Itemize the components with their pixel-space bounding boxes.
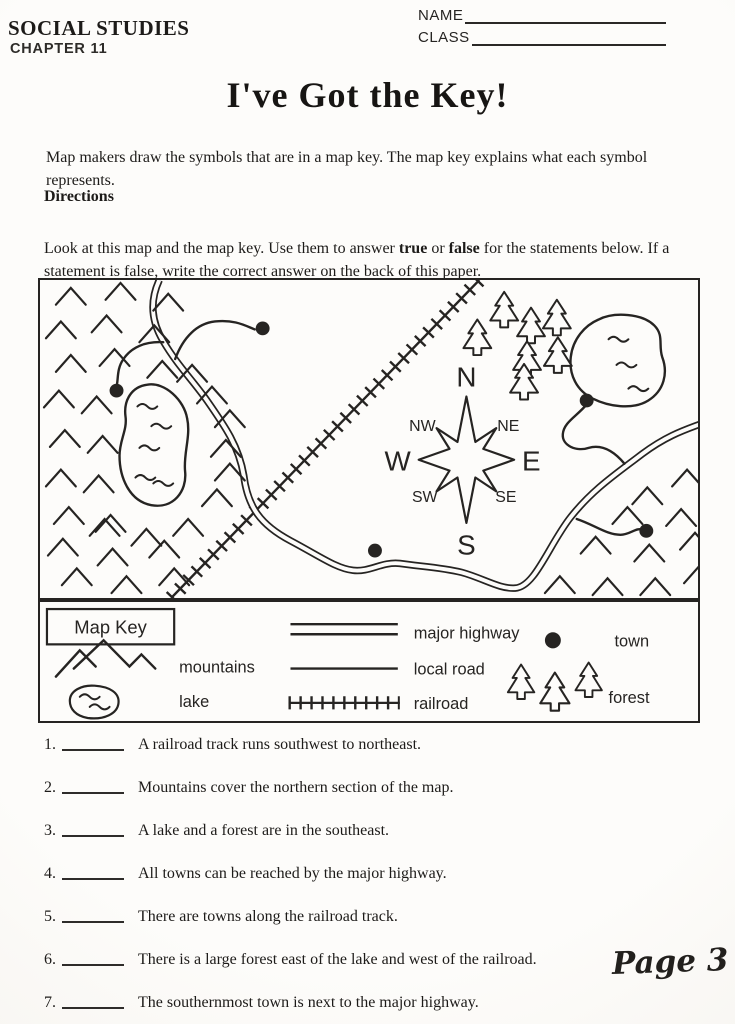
class-label: CLASS [418,29,470,46]
key-label-forest: forest [608,687,650,707]
question-number: 1. [44,736,56,753]
key-town-symbol [545,632,561,648]
directions-text: Look at this map and the map key. Use them to answer [44,240,399,257]
directions-paragraph [44,237,707,283]
answer-blank[interactable] [62,1007,124,1009]
question-number: 3. [44,822,56,839]
question-row [44,906,711,926]
class-field [418,29,666,46]
intro-paragraph: Map makers draw the symbols that are in a map key. The map key explains what each symbol represents. [46,149,648,189]
lake-west [120,384,189,505]
compass-label-sw: SW [411,489,438,507]
question-number: 5. [44,908,56,925]
page-title: I've Got the Key! [226,75,509,115]
question-text: Mountains cover the northern section of the map. [138,779,454,796]
compass-label-n: N [456,361,477,393]
question-number: 6. [44,951,56,968]
course-title: SOCIAL STUDIES [8,16,190,40]
key-major-highway-symbol [290,624,397,634]
map [38,278,700,600]
town-dot [639,524,653,538]
map-key-drawing [40,602,698,721]
question-row [44,820,711,840]
key-forest-symbol [508,663,602,711]
chapter-label: CHAPTER 11 [10,41,108,57]
compass-label-ne: NE [497,418,520,436]
question-text: The southernmost town is next to the major highway. [138,994,479,1011]
directions-true: true [398,240,428,257]
answer-blank[interactable] [62,749,124,751]
mountains-southeast [545,470,698,595]
compass-label-nw: NW [409,418,436,436]
key-label-town: town [614,631,650,651]
compass-label-e: E [522,445,541,477]
answer-blank[interactable] [62,921,124,923]
town-dot [580,394,594,408]
town-dot [256,321,270,335]
question-number: 4. [44,865,56,882]
question-text: A railroad track runs southwest to northeast. [138,736,422,753]
key-lake-symbol [70,686,119,719]
answer-blank[interactable] [62,878,124,880]
question-number: 2. [44,779,56,796]
railroad-track [171,280,479,598]
answer-blank[interactable] [62,792,124,794]
student-fields [418,7,666,51]
key-label-mountains: mountains [179,657,255,677]
lake-northeast [570,315,664,407]
compass-label-w: W [384,445,411,477]
question-text: There is a large forest east of the lake and west of the railroad. [138,951,537,968]
map-key-title: Map Key [74,616,147,638]
directions-heading: Directions [44,188,114,205]
key-label-railroad: railroad [413,693,469,713]
town-dot [368,544,382,558]
key-mountains-symbol [56,640,155,676]
answer-blank[interactable] [62,835,124,837]
map-drawing [40,280,698,598]
forest-northeast [463,292,571,400]
town-dot [110,384,124,398]
question-row [44,734,711,754]
key-label-local-road: local road [413,659,485,679]
answer-blank[interactable] [62,964,124,966]
question-row [44,777,711,797]
name-field [418,7,666,24]
question-number: 7. [44,994,56,1011]
name-line[interactable] [465,8,666,24]
directions-false: false [448,240,480,257]
question-text: There are towns along the railroad track. [138,908,398,925]
map-key [38,600,700,723]
question-row [44,863,711,883]
page-number: Page 3 [611,941,729,983]
class-line[interactable] [472,30,666,46]
question-text: All towns can be reached by the major highway. [138,865,447,882]
directions-text: for the statements below. If a statement is false, write the correct answer on the back of this paper. [44,240,670,281]
compass-label-s: S [457,529,476,561]
key-label-major-highway: major highway [413,623,520,643]
question-row [44,992,711,1012]
name-label: NAME [418,7,464,24]
question-text: A lake and a forest are in the southeast. [138,822,390,839]
compass-label-se: SE [495,489,517,507]
directions-text: or [427,240,449,257]
question-list [44,734,711,1024]
key-label-lake: lake [179,691,210,711]
